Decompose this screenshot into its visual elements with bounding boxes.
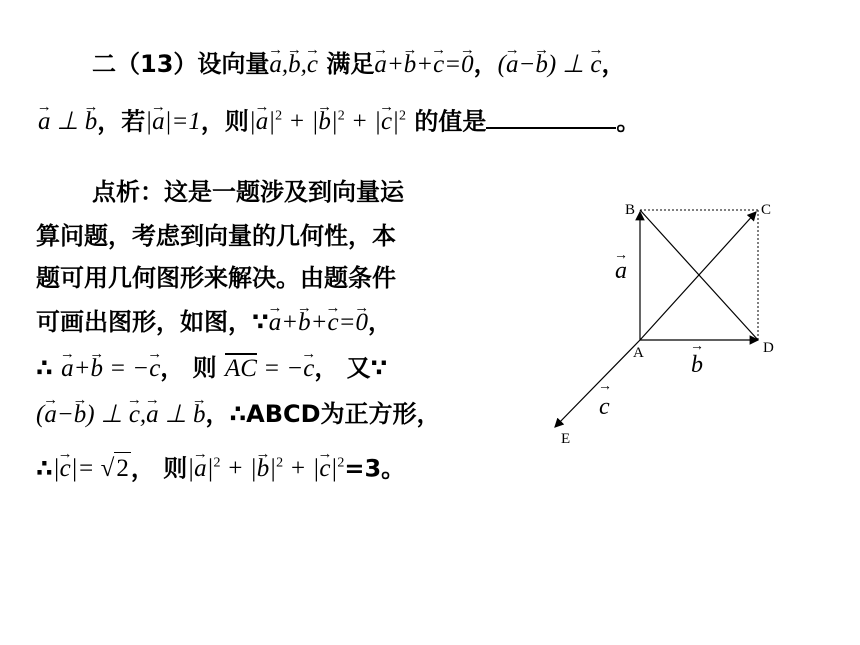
label-a: A <box>633 345 644 361</box>
analysis-line-3 <box>36 262 396 294</box>
analysis-text-4: 可画出图形，如图，∵ <box>36 308 269 336</box>
label-e: E <box>561 431 571 447</box>
label-c: C <box>761 202 772 218</box>
analysis-text-5b: ， 则 <box>160 354 217 382</box>
diagonal-ac <box>640 212 756 340</box>
problem-line-1 <box>92 48 626 81</box>
math-perp-3: (→ a−→ b) ⊥ → c,→ a ⊥ → b <box>36 401 205 428</box>
analysis-text-3: 题可用几何图形来解决。由题条件 <box>36 264 396 292</box>
math-norm-a: |→ a|=1 <box>145 108 201 135</box>
label-b: B <box>625 202 636 218</box>
math-ac-vector: $\overline{AC}$ = −→ c <box>225 355 314 382</box>
math-norm-c: |→ c|= √2 <box>53 455 131 482</box>
analysis-comma-4: ， <box>367 308 392 336</box>
square-vector-diagram <box>545 190 805 460</box>
analysis-text-1: 点析：这是一题涉及到向量运 <box>92 178 404 206</box>
problem-text-2: 满足 <box>326 50 375 78</box>
problem-end: 。 <box>616 107 641 136</box>
math-sum-zero: → a+→ b+→ c=→ 0 <box>374 51 473 78</box>
analysis-line-7 <box>36 448 405 485</box>
analysis-line-6 <box>36 398 441 431</box>
analysis-text-2: 算问题，考虑到向量的几何性，本 <box>36 222 396 250</box>
therefore-symbol-2: ∴ <box>36 454 53 483</box>
problem-line-2 <box>38 101 640 138</box>
math-sum-squares-2: |→ $a|^2$ + |→ $b|^2$ + |→ $c|^2$ <box>187 455 344 482</box>
math-sum-zero-2: → a+→ b+→ c=→ 0 <box>269 309 368 336</box>
math-perp-2: → a ⊥ → b <box>38 108 97 135</box>
analysis-line-1 <box>92 176 404 208</box>
analysis-text-7b: ， 则 <box>130 454 188 483</box>
therefore-symbol: ∴ <box>36 354 53 382</box>
analysis-text-6: ，∴ABCD为正方形， <box>205 400 441 428</box>
math-a-plus-b: → a+→ b = −→ c <box>61 355 160 382</box>
problem-text-7: 的值是 <box>414 107 487 136</box>
analysis-result: =3。 <box>344 454 406 483</box>
vector-a-label: a <box>615 258 627 284</box>
math-vectors-abc: → a,→ b,→ c <box>269 51 318 78</box>
vector-c-arrow: → <box>598 379 612 394</box>
math-perp-1: (→ a−→ b) ⊥ → c <box>498 51 602 78</box>
answer-blank <box>486 125 616 129</box>
vector-b-arrow: → <box>690 339 704 354</box>
analysis-text-5c: ， 又∵ <box>314 354 388 382</box>
problem-comma-2: ， <box>601 50 626 78</box>
problem-text-5: ，若 <box>97 107 146 136</box>
analysis-line-4 <box>36 306 392 339</box>
problem-number: 二（13） <box>92 50 198 78</box>
label-d: D <box>763 340 774 356</box>
problem-text-1: 设向量 <box>197 50 270 78</box>
problem-comma-1: ， <box>473 50 498 78</box>
problem-text-6: ，则 <box>200 107 249 136</box>
analysis-line-2 <box>36 220 396 252</box>
vector-c-label: c <box>599 394 610 420</box>
vector-b-label: b <box>691 352 703 378</box>
math-sum-squares: |→ $a|^2$ + |→ $b|^2$ + |→ $c|^2$ <box>249 108 406 135</box>
analysis-line-5 <box>36 352 387 385</box>
vector-a-arrow: → <box>614 248 628 263</box>
